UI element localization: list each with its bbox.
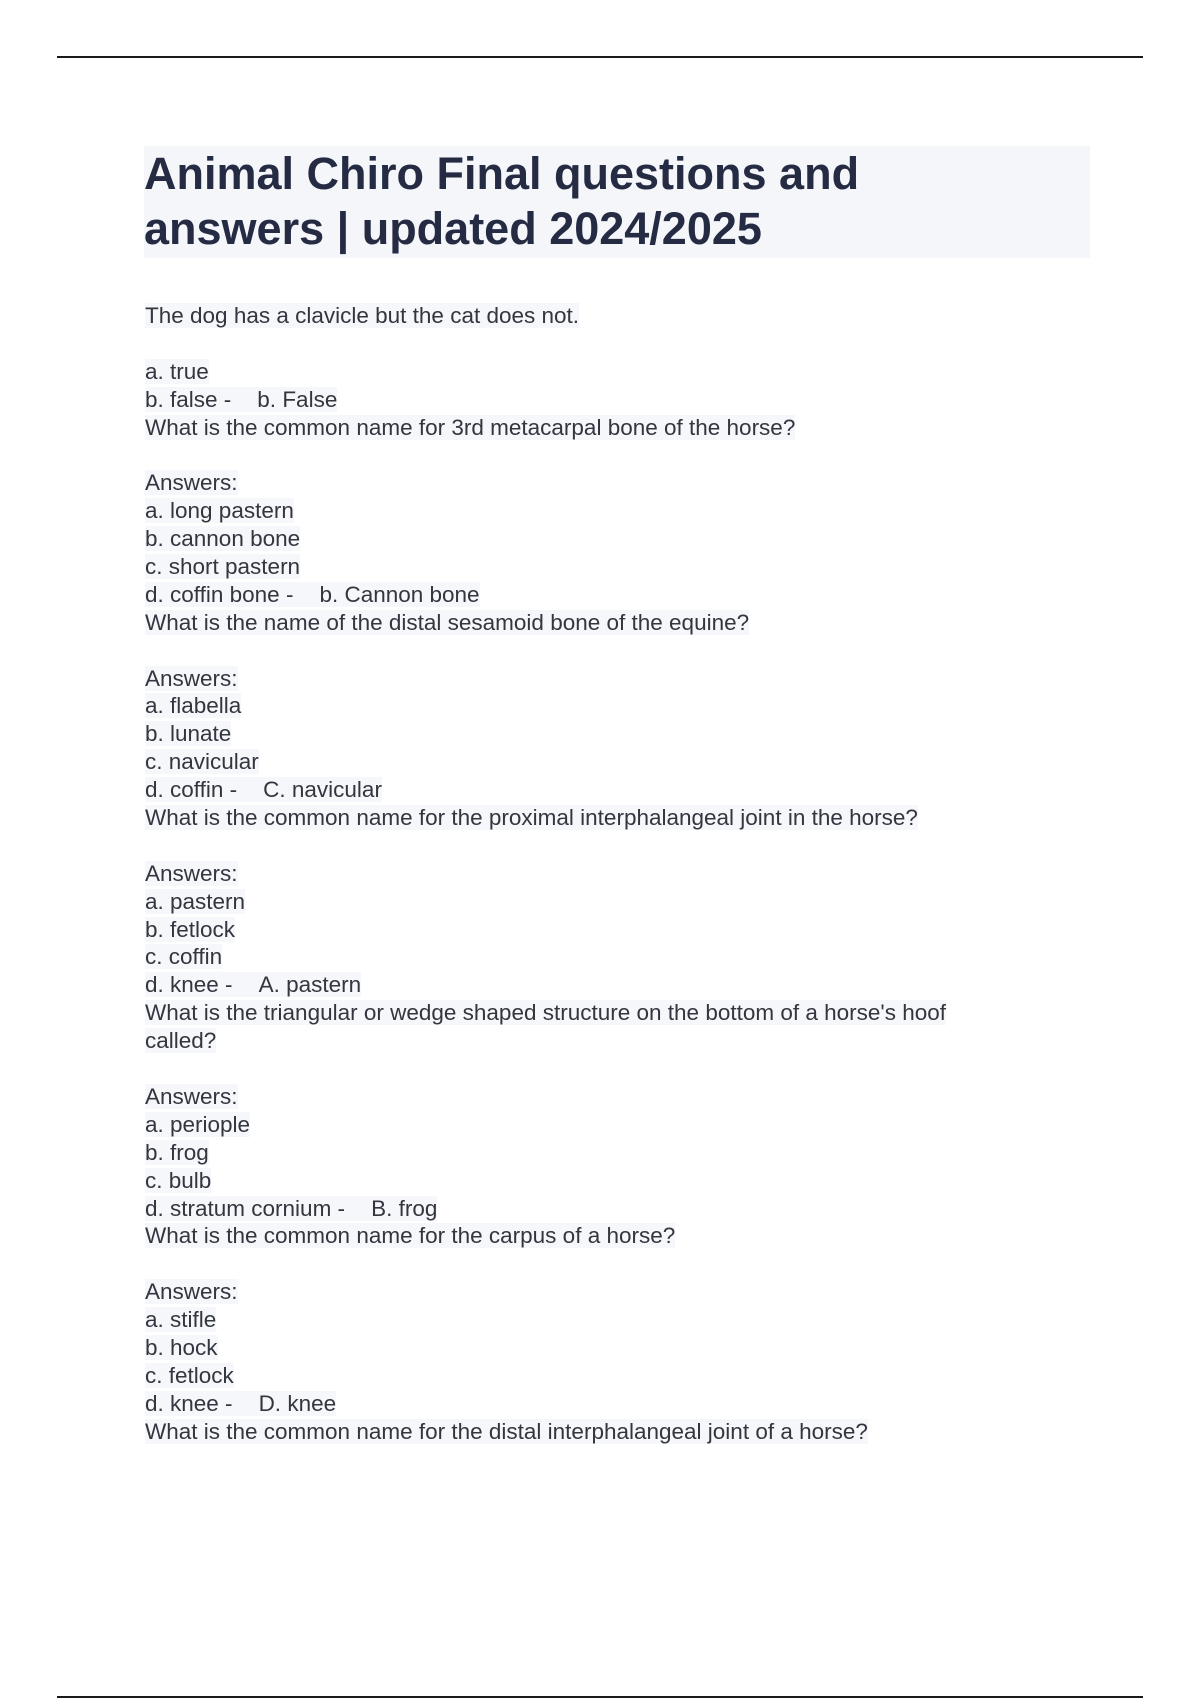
- option-with-answer: [145, 776, 1065, 804]
- page-title: [144, 146, 1090, 256]
- correct-answer: A. pastern: [258, 972, 362, 998]
- option: c. bulb: [145, 1167, 212, 1193]
- option-with-answer: [145, 971, 1065, 999]
- answers-label: Answers:: [145, 1279, 238, 1305]
- option: b. fetlock: [145, 916, 236, 942]
- question-text: What is the triangular or wedge shaped structure on the bottom of a horse's hoof: [145, 1000, 947, 1026]
- correct-answer: b. Cannon bone: [319, 581, 480, 607]
- option: a. long pastern: [145, 498, 294, 524]
- question-text: What is the name of the distal sesamoid bone of the equine?: [145, 609, 750, 635]
- question-text: The dog has a clavicle but the cat does not.: [145, 303, 580, 328]
- option: b. frog: [145, 1139, 209, 1165]
- option: a. periople: [145, 1111, 251, 1137]
- option: b. false -: [145, 386, 232, 412]
- correct-answer: D. knee: [258, 1390, 337, 1416]
- option: b. hock: [145, 1334, 218, 1360]
- answers-label: Answers:: [145, 860, 238, 886]
- option: d. knee -: [145, 972, 233, 998]
- bottom-rule: [57, 1696, 1143, 1698]
- qa-block: [145, 999, 1065, 1222]
- option: a. flabella: [145, 693, 242, 719]
- question-text: What is the common name for the proximal interphalangeal joint in the horse?: [145, 805, 918, 831]
- answers-label: Answers:: [145, 470, 238, 496]
- answers-label: Answers:: [145, 1083, 238, 1109]
- correct-answer: B. frog: [371, 1195, 438, 1221]
- qa-block: [145, 302, 1065, 414]
- option: d. knee -: [145, 1390, 233, 1416]
- title-line-1: Animal Chiro Final questions and: [144, 148, 860, 199]
- qa-content: [145, 302, 1065, 1446]
- option: c. fetlock: [145, 1362, 234, 1388]
- qa-block: [145, 414, 1065, 609]
- qa-block: [145, 609, 1065, 804]
- option: d. coffin -: [145, 777, 238, 803]
- option: a. stifle: [145, 1307, 217, 1333]
- title-line-2: answers | updated 2024/2025: [144, 203, 762, 254]
- option-with-answer: [145, 581, 1065, 609]
- question-text: What is the common name for the distal interphalangeal joint of a horse?: [145, 1418, 868, 1444]
- option-with-answer: [145, 1195, 1065, 1223]
- option: c. short pastern: [145, 554, 301, 580]
- question-text: What is the common name for 3rd metacarpal bone of the horse?: [145, 414, 796, 440]
- title-block: [144, 146, 1090, 258]
- option: a. true: [145, 358, 209, 384]
- option-with-answer: [145, 1390, 1065, 1418]
- option-with-answer: [145, 386, 1065, 414]
- option: b. lunate: [145, 721, 232, 747]
- option: b. cannon bone: [145, 526, 301, 552]
- option: d. coffin bone -: [145, 581, 294, 607]
- correct-answer: C. navicular: [263, 777, 382, 803]
- option: d. stratum cornium -: [145, 1195, 346, 1221]
- correct-answer: b. False: [257, 386, 338, 412]
- qa-block: [145, 804, 1065, 999]
- option: c. coffin: [145, 944, 223, 970]
- answers-label: Answers:: [145, 665, 238, 691]
- top-rule: [57, 56, 1143, 58]
- qa-block: [145, 1418, 1065, 1446]
- option: a. pastern: [145, 888, 246, 914]
- option: c. navicular: [145, 749, 259, 775]
- question-text: What is the common name for the carpus of a horse?: [145, 1223, 676, 1249]
- question-text-cont: called?: [145, 1028, 217, 1054]
- qa-block: [145, 1222, 1065, 1417]
